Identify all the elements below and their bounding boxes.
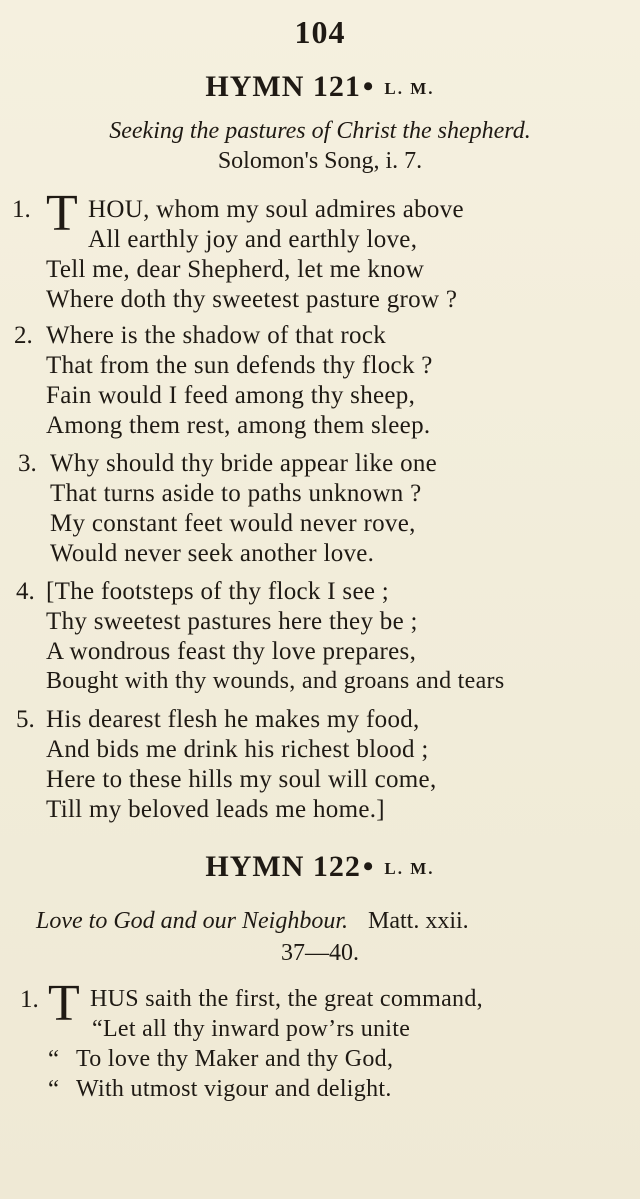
hymn-reference: Solomon's Song, i. 7. (217, 148, 423, 174)
stanza-number: 5. (16, 706, 35, 733)
verse-line: “Let all thy inward pow’rs unite (92, 1016, 411, 1042)
verse-line: Till my beloved leads me home.] (46, 796, 385, 823)
hymn-reference-continued: 37—40. (281, 940, 359, 966)
verse-line: That from the sun defends thy flock ? (46, 352, 433, 379)
verse-line: Bought with thy wounds, and groans and tears (46, 668, 505, 694)
stanza-number: 3. (18, 450, 37, 477)
quotation-mark: “ (48, 1076, 60, 1103)
title-dot-ornament: • (362, 70, 375, 103)
hymn-meter: L. M. (384, 859, 435, 879)
hymn-subject: Love to God and our Neighbour. (36, 908, 348, 934)
verse-line: With utmost vigour and delight. (76, 1076, 392, 1102)
verse-line: Fain would I feed among thy sheep, (46, 382, 416, 409)
verse-line: Where doth thy sweetest pasture grow ? (46, 286, 458, 313)
verse-line: Among them rest, among them sleep. (46, 412, 431, 439)
hymn-122-title-row (0, 850, 640, 884)
hymn-reference: Matt. xxii. (368, 908, 469, 934)
hymn-121-title-row (0, 70, 640, 104)
hymn-subject-row (36, 908, 469, 935)
stanza-number: 2. (14, 322, 33, 349)
verse-line: His dearest flesh he makes my food, (46, 706, 420, 733)
stanza-number: 1. (20, 986, 39, 1013)
verse-line: HOU, whom my soul admires above (88, 196, 464, 223)
hymn-title: HYMN 121 (205, 70, 361, 103)
verse-line: Tell me, dear Shepherd, let me know (46, 256, 425, 283)
verse-line: All earthly joy and earthly love, (88, 226, 418, 253)
verse-line: That turns aside to paths unknown ? (50, 480, 422, 507)
drop-cap: T (46, 185, 78, 242)
verse-line: Here to these hills my soul will come, (46, 766, 437, 793)
verse-line: A wondrous feast thy love prepares, (46, 638, 417, 665)
verse-line: Thy sweetest pastures here they be ; (46, 608, 418, 635)
verse-line: Why should thy bride appear like one (50, 450, 438, 477)
verse-line: HUS saith the first, the great command, (90, 986, 483, 1012)
hymn-meter: L. M. (384, 79, 435, 99)
hymn-subject: Seeking the pastures of Christ the shepherd. (109, 118, 531, 144)
verse-line: Where is the shadow of that rock (46, 322, 387, 349)
title-dot-ornament: • (362, 850, 375, 883)
stanza-number: 1. (12, 196, 31, 223)
verse-line: [The footsteps of thy flock I see ; (46, 578, 390, 605)
drop-cap: T (48, 975, 80, 1032)
verse-line: To love thy Maker and thy God, (76, 1046, 394, 1072)
verse-line: My constant feet would never rove, (50, 510, 416, 537)
quotation-mark: “ (48, 1046, 60, 1073)
verse-line: And bids me drink his richest blood ; (46, 736, 429, 763)
stanza-number: 4. (16, 578, 35, 605)
verse-line: Would never seek another love. (50, 540, 375, 567)
hymn-title: HYMN 122 (205, 850, 361, 883)
page-number: 104 (294, 14, 346, 50)
